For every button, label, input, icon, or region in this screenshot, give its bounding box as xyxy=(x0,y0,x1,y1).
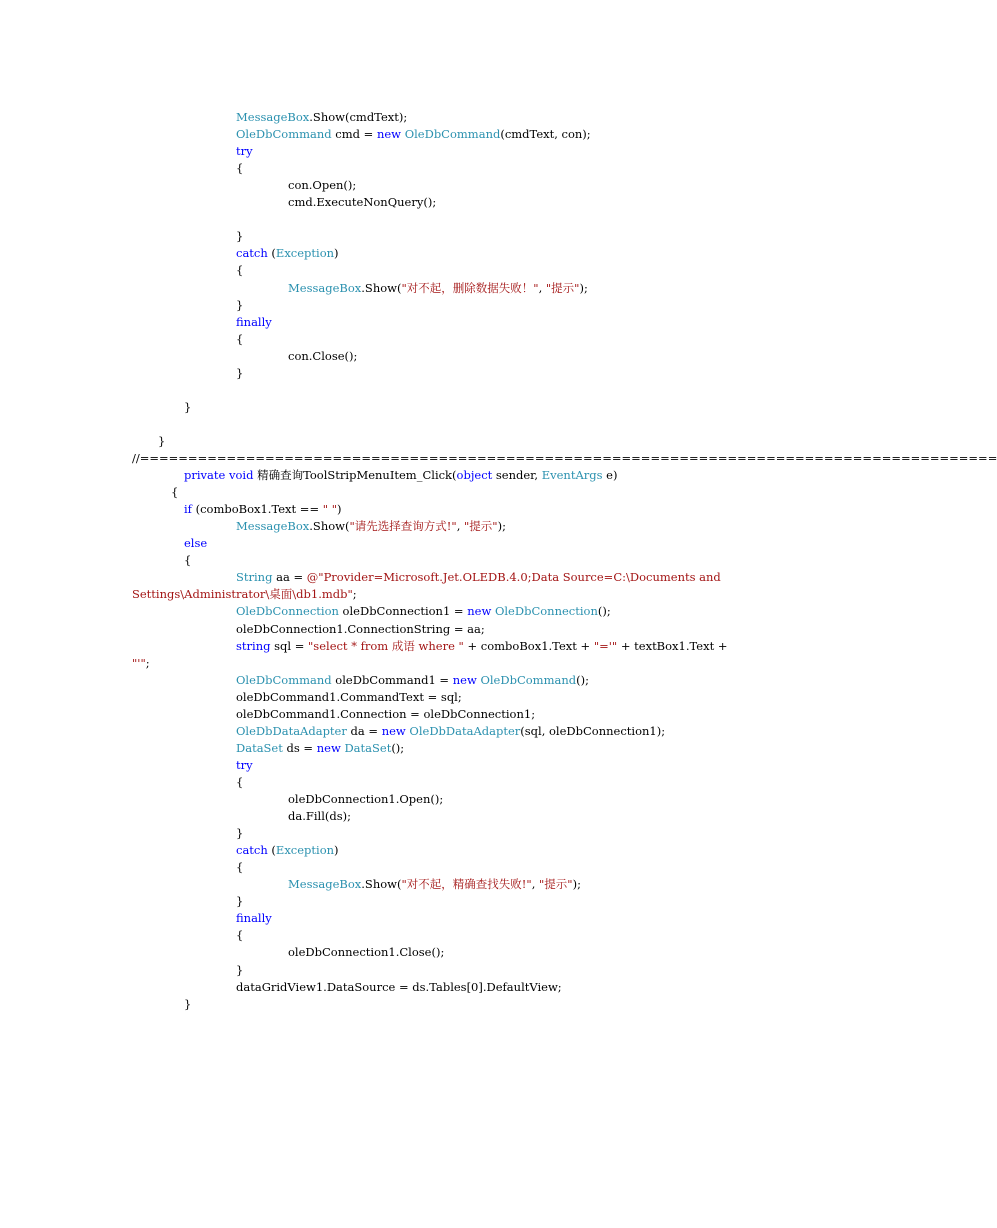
code-token: oleDbConnection1.ConnectionString = aa; xyxy=(236,621,485,636)
code-line xyxy=(236,673,589,687)
code-line xyxy=(184,536,207,550)
code-line xyxy=(236,639,728,653)
code-token: Exception xyxy=(275,843,335,858)
code-token: new xyxy=(467,604,492,619)
code-token: ) xyxy=(337,502,342,517)
code-token: new xyxy=(316,740,341,755)
code-token: EventArgs xyxy=(541,468,603,483)
code-token: try xyxy=(236,757,253,772)
code-line xyxy=(184,553,191,567)
code-line xyxy=(184,997,191,1011)
code-token: "提示" xyxy=(539,877,573,892)
code-token: e) xyxy=(602,468,618,483)
code-token: + textBox1.Text + xyxy=(617,638,728,653)
code-token: .Show(cmdText); xyxy=(309,110,408,124)
code-line xyxy=(288,195,436,209)
code-token: } xyxy=(236,826,244,841)
code-token: MessageBox xyxy=(236,110,310,124)
code-token: oleDbConnection1 = xyxy=(338,604,468,619)
code-token: MessageBox xyxy=(288,877,362,892)
code-token: { xyxy=(171,485,179,500)
code-line xyxy=(184,502,342,516)
code-token: (); xyxy=(576,672,589,687)
code-token: finally xyxy=(236,314,272,329)
code-token: ) xyxy=(334,843,339,858)
code-line xyxy=(236,263,243,277)
code-line xyxy=(236,707,535,721)
code-line xyxy=(158,434,165,448)
code-line xyxy=(236,110,407,124)
code-line xyxy=(236,229,243,243)
code-token: } xyxy=(236,365,244,380)
code-token: OleDbDataAdapter xyxy=(236,723,347,738)
code-token: } xyxy=(236,297,244,312)
code-token: //========================================================================================= xyxy=(132,451,997,465)
code-token: , xyxy=(531,877,539,892)
code-token: } xyxy=(158,433,166,448)
code-token: cmd.ExecuteNonQuery(); xyxy=(288,195,437,210)
code-token: "请先选择查询方式!" xyxy=(349,519,457,534)
code-token: con.Open(); xyxy=(288,178,357,193)
code-token: ) xyxy=(334,246,339,261)
code-token: catch xyxy=(236,246,268,261)
code-token: da.Fill(ds); xyxy=(288,809,351,824)
code-line xyxy=(288,809,351,823)
code-line xyxy=(236,758,253,772)
code-line xyxy=(236,315,272,329)
code-line xyxy=(236,775,243,789)
code-token: sql = xyxy=(270,638,309,653)
code-token: oleDbCommand1.Connection = oleDbConnection1; xyxy=(236,706,536,721)
code-token: dataGridView1.DataSource = ds.Tables[0].DefaultView; xyxy=(236,979,562,994)
code-token: OleDbConnection xyxy=(236,604,339,619)
code-token: .Show( xyxy=(309,519,350,534)
code-line xyxy=(236,246,339,260)
code-token: } xyxy=(236,229,244,244)
code-token: ( xyxy=(267,843,276,858)
code-line xyxy=(236,127,591,141)
code-token: try xyxy=(236,144,253,159)
code-token: ; xyxy=(145,655,150,670)
code-token: (sql, oleDbConnection1); xyxy=(520,723,666,738)
code-token: new xyxy=(381,723,406,738)
code-line xyxy=(236,570,721,584)
code-token: , xyxy=(538,280,546,295)
code-token: ); xyxy=(572,877,581,892)
code-line xyxy=(236,690,462,704)
code-token: ; xyxy=(352,587,357,602)
code-token: .Show( xyxy=(361,280,402,295)
code-token: cmd = xyxy=(331,127,377,142)
code-token: string xyxy=(236,638,271,653)
code-token: void xyxy=(228,468,254,483)
code-token: OleDbCommand xyxy=(236,127,332,142)
code-token: "对不起，精确查找失败!" xyxy=(401,877,532,892)
code-token: da = xyxy=(346,723,382,738)
code-token: "'" xyxy=(132,655,146,670)
code-token: ); xyxy=(497,519,506,534)
code-line xyxy=(184,468,617,482)
code-line xyxy=(236,928,243,942)
code-token: ( xyxy=(267,246,276,261)
code-line xyxy=(171,485,178,499)
code-line xyxy=(184,400,191,414)
code-line xyxy=(236,332,243,346)
code-token: "select * from 成语 where " xyxy=(308,638,464,653)
code-line xyxy=(132,656,150,670)
code-token: sender, xyxy=(492,468,542,483)
code-token: } xyxy=(236,894,244,909)
code-token: { xyxy=(236,928,244,943)
code-token: Exception xyxy=(275,246,335,261)
code-line xyxy=(236,622,485,636)
code-token: new xyxy=(376,127,402,142)
code-line xyxy=(236,963,243,977)
code-line xyxy=(236,911,272,925)
code-token: OleDbCommand xyxy=(480,672,577,687)
code-token: "='" xyxy=(593,638,618,653)
code-token: "提示" xyxy=(545,280,580,295)
code-token: con.Close(); xyxy=(288,348,358,363)
code-line xyxy=(236,894,243,908)
code-line xyxy=(236,980,562,994)
code-token: "提示" xyxy=(464,519,498,534)
code-token: + comboBox1.Text + xyxy=(463,638,594,653)
code-token: Settings\Administrator\桌面\db1.mdb" xyxy=(132,587,353,602)
code-token: (cmdText, con); xyxy=(500,127,591,142)
code-line xyxy=(236,724,665,738)
code-token: ); xyxy=(579,280,588,295)
code-token: (comboBox1.Text == xyxy=(191,502,323,517)
code-line xyxy=(288,792,443,806)
code-line xyxy=(132,451,997,465)
code-line xyxy=(288,945,444,959)
code-token: { xyxy=(236,161,244,176)
code-token: catch xyxy=(236,843,268,858)
code-token: (); xyxy=(391,740,405,755)
code-token: else xyxy=(184,536,208,551)
code-token: ds = xyxy=(282,740,317,755)
code-token: oleDbCommand1 = xyxy=(331,672,453,687)
code-token: aa = xyxy=(272,570,307,585)
code-line xyxy=(236,860,243,874)
code-token: MessageBox xyxy=(288,280,362,295)
code-token: DataSet xyxy=(344,740,392,755)
code-token: new xyxy=(452,672,477,687)
code-line xyxy=(288,349,357,363)
code-token: OleDbDataAdapter xyxy=(409,723,521,738)
code-line xyxy=(236,843,339,857)
code-token: " " xyxy=(322,502,337,517)
code-token: OleDbCommand xyxy=(404,127,501,142)
code-token: if xyxy=(184,502,192,517)
code-line xyxy=(236,144,253,158)
code-token: } xyxy=(236,962,244,977)
code-token: private xyxy=(184,468,226,483)
code-line xyxy=(288,281,588,295)
code-token: } xyxy=(184,399,192,414)
code-line xyxy=(236,826,243,840)
code-line xyxy=(236,741,404,755)
code-token: oleDbConnection1.Close(); xyxy=(288,945,445,960)
code-token: } xyxy=(184,996,192,1011)
code-line xyxy=(236,298,243,312)
code-token: { xyxy=(236,331,244,346)
code-token: "对不起，删除数据失败！" xyxy=(401,280,539,295)
code-token: { xyxy=(236,860,244,875)
code-token: OleDbConnection xyxy=(494,604,598,619)
code-token: String xyxy=(236,570,273,585)
code-token: OleDbCommand xyxy=(236,672,332,687)
code-line xyxy=(288,877,581,891)
code-token: , xyxy=(456,519,464,534)
code-token: { xyxy=(236,263,244,278)
code-token: 精确查询ToolStripMenuItem_Click( xyxy=(253,468,457,483)
code-token: object xyxy=(456,468,493,483)
code-line xyxy=(236,604,611,618)
code-line xyxy=(132,587,357,601)
code-token: MessageBox xyxy=(236,519,310,534)
code-token: (); xyxy=(597,604,611,619)
code-line xyxy=(236,366,243,380)
code-line xyxy=(236,519,506,533)
code-line xyxy=(236,161,243,175)
code-line xyxy=(288,178,356,192)
code-token: finally xyxy=(236,911,272,926)
code-token: oleDbConnection1.Open(); xyxy=(288,792,444,806)
code-token: @"Provider=Microsoft.Jet.OLEDB.4.0;Data Source=C:\Documents and xyxy=(306,570,721,585)
code-token: { xyxy=(236,774,244,789)
code-token: { xyxy=(184,553,192,568)
code-token: oleDbCommand1.CommandText = sql; xyxy=(236,689,462,704)
code-token: .Show( xyxy=(361,877,402,892)
code-token: DataSet xyxy=(236,740,283,755)
